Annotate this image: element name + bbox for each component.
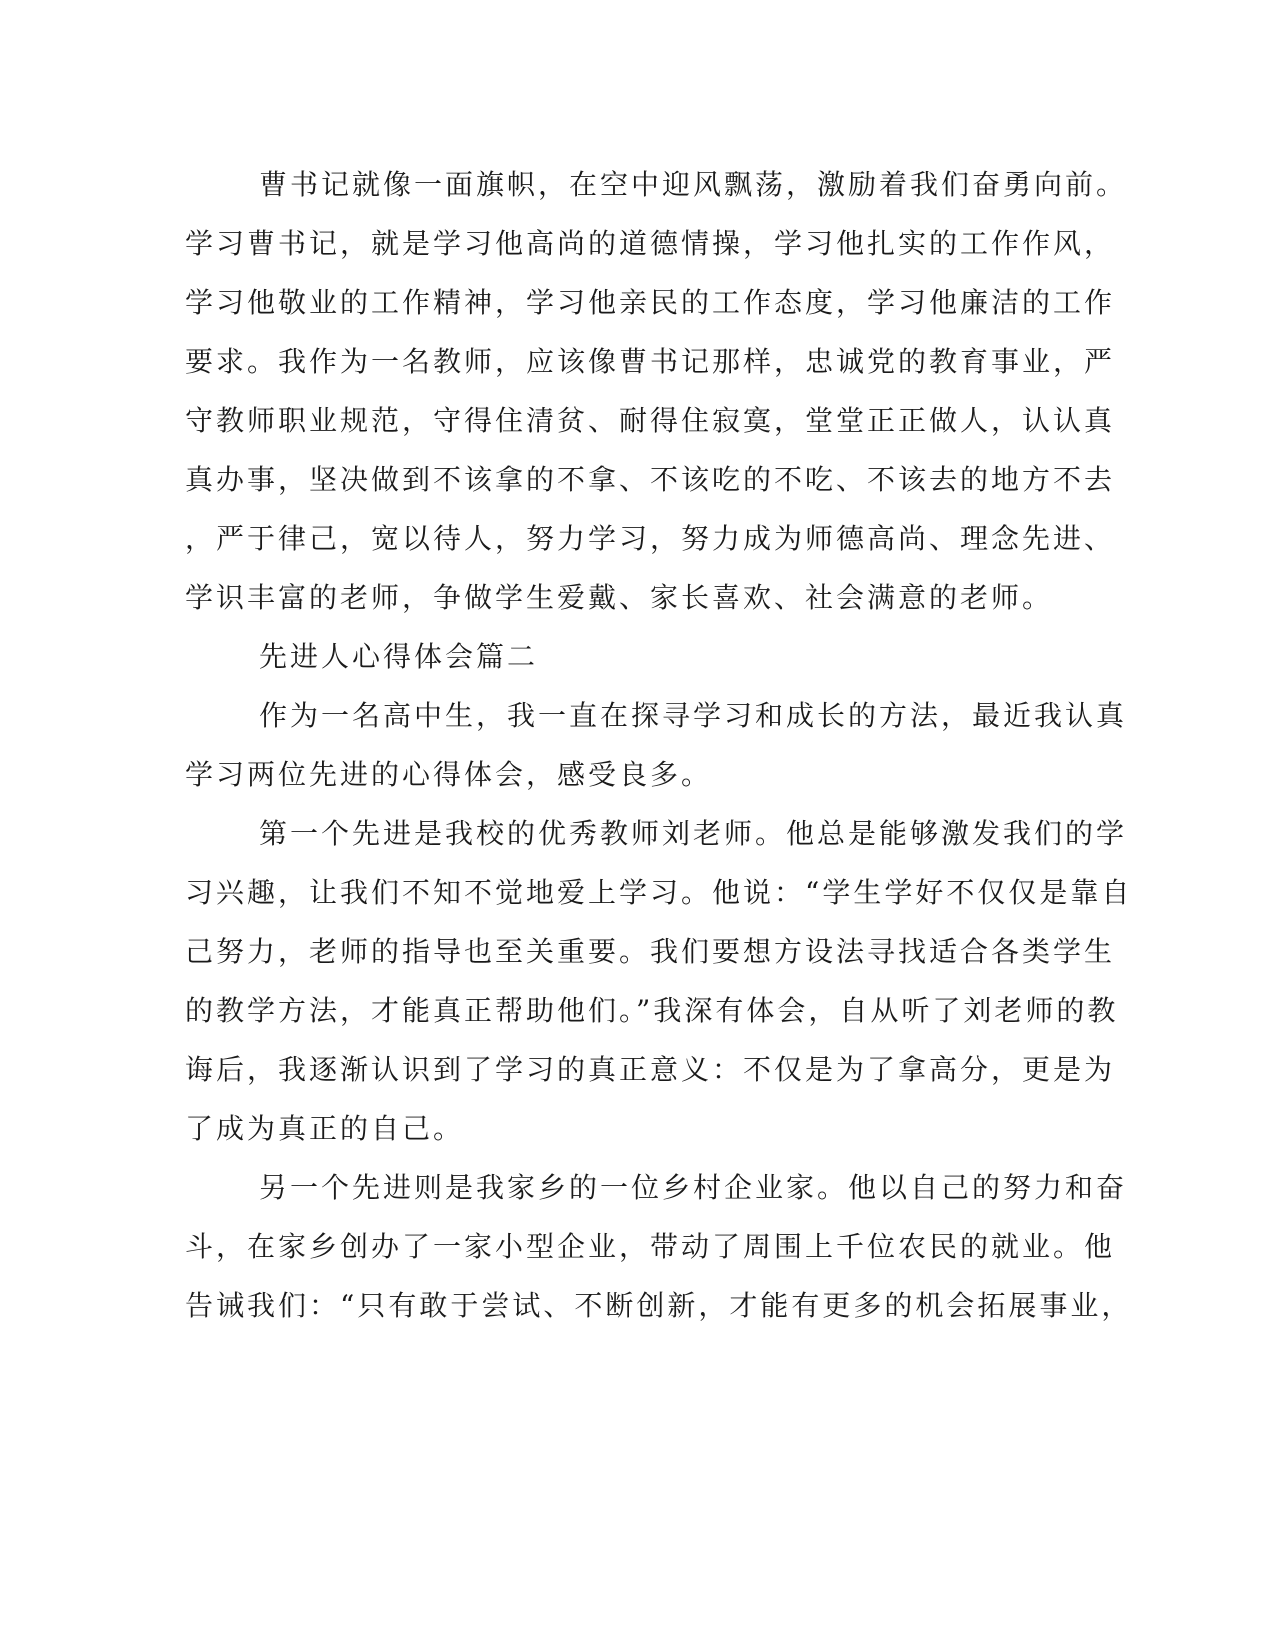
section-heading: 先进人心得体会篇二 xyxy=(259,640,539,673)
paragraph-line: 己努力，老师的指导也至关重要。我们要想方设法寻找适合各类学生 xyxy=(185,935,1116,968)
paragraph-line: 另一个先进则是我家乡的一位乡村企业家。他以自己的努力和奋 xyxy=(259,1171,1128,1204)
paragraph-line: 作为一名高中生，我一直在探寻学习和成长的方法，最近我认真 xyxy=(259,699,1128,732)
paragraph-line: 习兴趣，让我们不知不觉地爱上学习。他说：“学生学好不仅仅是靠自 xyxy=(185,876,1133,909)
paragraph-line: 诲后，我逐渐认识到了学习的真正意义：不仅是为了拿高分，更是为 xyxy=(185,1053,1116,1086)
paragraph-line: 第一个先进是我校的优秀教师刘老师。他总是能够激发我们的学 xyxy=(259,817,1128,850)
paragraph-line: ，严于律己，宽以待人，努力学习，努力成为师德高尚、理念先进、 xyxy=(185,522,1116,555)
paragraph-line: 学习曹书记，就是学习他高尚的道德情操，学习他扎实的工作作风， xyxy=(185,227,1116,260)
paragraph-line: 的教学方法，才能真正帮助他们。”我深有体会，自从听了刘老师的教 xyxy=(185,994,1119,1027)
document-body xyxy=(185,155,1133,1335)
paragraph-line: 了成为真正的自己。 xyxy=(185,1112,465,1145)
paragraph-line: 学习他敬业的工作精神，学习他亲民的工作态度，学习他廉洁的工作 xyxy=(185,286,1116,319)
paragraph-line: 守教师职业规范，守得住清贫、耐得住寂寞，堂堂正正做人，认认真 xyxy=(185,404,1116,437)
paragraph-line: 真办事，坚决做到不该拿的不拿、不该吃的不吃、不该去的地方不去 xyxy=(185,463,1116,496)
paragraph-line: 学识丰富的老师，争做学生爱戴、家长喜欢、社会满意的老师。 xyxy=(185,581,1054,614)
paragraph-line: 斗，在家乡创办了一家小型企业，带动了周围上千位农民的就业。他 xyxy=(185,1230,1116,1263)
paragraph-line: 告诫我们：“只有敢于尝试、不断创新，才能有更多的机会拓展事业， xyxy=(185,1289,1133,1322)
paragraph-line: 要求。我作为一名教师，应该像曹书记那样，忠诚党的教育事业，严 xyxy=(185,345,1116,378)
paragraph-line: 学习两位先进的心得体会，感受良多。 xyxy=(185,758,713,791)
paragraph-line: 曹书记就像一面旗帜，在空中迎风飘荡，激励着我们奋勇向前。 xyxy=(259,168,1128,201)
